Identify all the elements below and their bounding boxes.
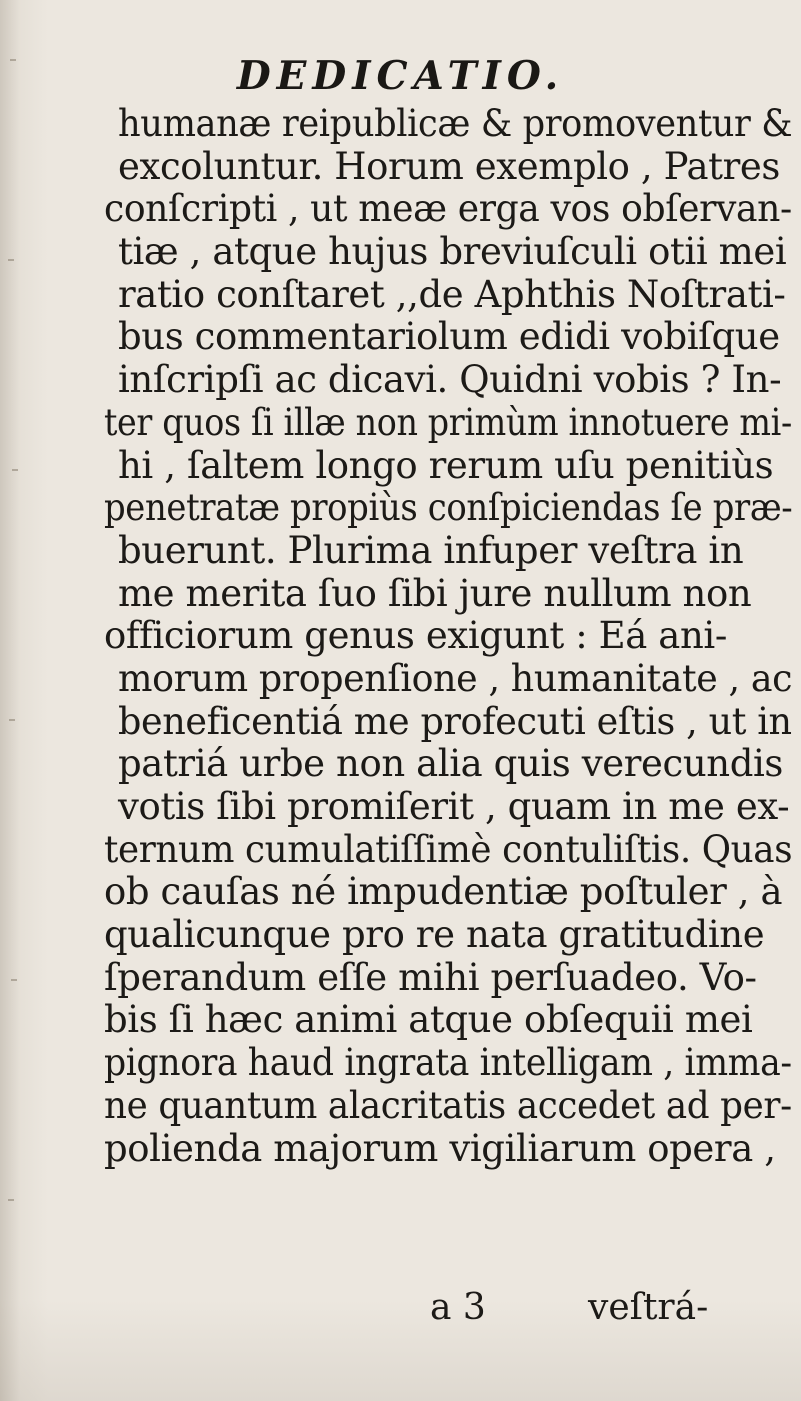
text-line-4: tiæ , atque hujus breviuſculi otii mei bbox=[118, 230, 787, 274]
text-line-21: ſperandum eſſe mihi perſuadeo. Vo- bbox=[104, 955, 757, 999]
text-line-6: bus commentariolum edidi vobiſque bbox=[118, 315, 780, 359]
text-line-24: ne quantum alacritatis accedet ad per- bbox=[104, 1083, 792, 1127]
signature-mark: a 3 bbox=[430, 1287, 486, 1328]
text-line-12: me merita ſuo ſibi jure nullum non bbox=[118, 571, 752, 615]
page-footer bbox=[0, 1287, 801, 1331]
catchword: veſtrá- bbox=[588, 1287, 709, 1328]
text-line-11: buerunt. Plurima infuper veſtra in bbox=[118, 528, 744, 572]
page-edge-marks bbox=[0, 0, 40, 1401]
text-line-14: morum propenſione , humanitate , ac bbox=[118, 656, 793, 700]
text-line-5: ratio conſtaret ,,de Aphthis Noſtrati- bbox=[118, 272, 786, 316]
text-line-2: excoluntur. Horum exemplo , Patres bbox=[118, 144, 780, 188]
text-line-8: ter quos ſi illæ non primùm innotuere mi- bbox=[104, 400, 792, 444]
text-line-7: inſcripſi ac dicavi. Quidni vobis ? In- bbox=[118, 358, 782, 402]
text-line-17: votis ſibi promiſerit , quam in me ex- bbox=[118, 785, 790, 828]
text-line-1: humanæ reipublicæ & promoventur & bbox=[118, 102, 793, 145]
text-line-13: officiorum genus exigunt : Eá ani- bbox=[104, 614, 727, 658]
text-line-18: ternum cumulatiſſimè contuliſtis. Quas bbox=[104, 827, 793, 871]
text-line-23: pignora haud ingrata intelligam , imma- bbox=[104, 1041, 792, 1085]
text-line-10: penetratæ propiùs conſpiciendas ſe præ- bbox=[104, 486, 793, 530]
text-line-20: qualicunque pro re nata gratitudine bbox=[104, 913, 765, 957]
text-line-22: bis ſi hæc animi atque obſequii mei bbox=[104, 998, 753, 1042]
text-line-25: polienda majorum vigiliarum opera , bbox=[104, 1126, 776, 1170]
text-line-9: hi , ſaltem longo rerum uſu penitiùs bbox=[118, 443, 774, 487]
body-text bbox=[104, 102, 801, 1170]
page-header: DEDICATIO. bbox=[236, 53, 565, 99]
text-line-19: ob cauſas né impudentiæ poſtuler , à bbox=[104, 870, 783, 914]
text-line-15: beneficentiá me profecuti eſtis , ut in bbox=[118, 699, 792, 743]
text-line-3: conſcripti , ut meæ erga vos obſervan- bbox=[104, 187, 792, 231]
text-line-16: patriá urbe non alia quis verecundis bbox=[118, 742, 784, 786]
